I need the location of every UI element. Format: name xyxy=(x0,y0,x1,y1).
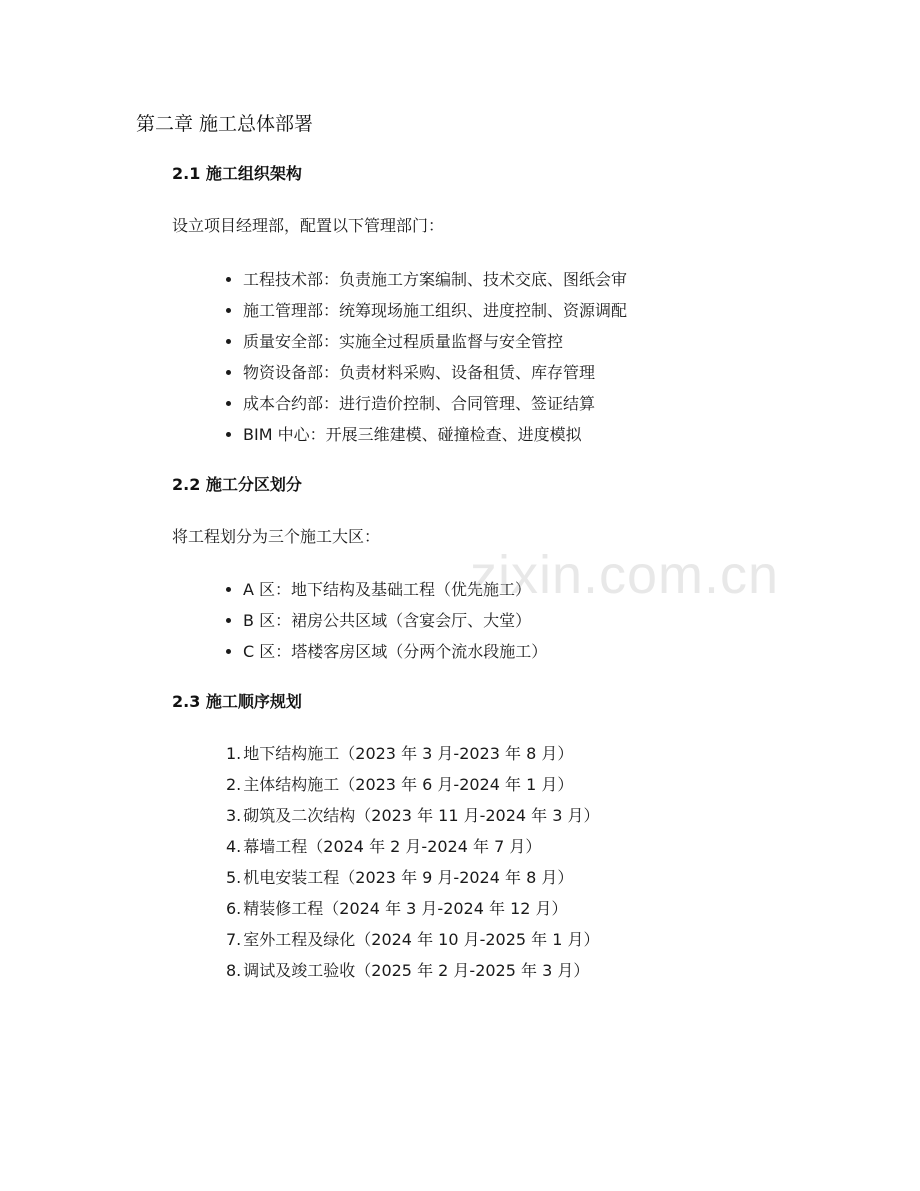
section-intro-2-2: 将工程划分为三个施工大区： xyxy=(172,527,381,546)
step-text: 精装修工程（2024 年 3 月-2024 年 12 月） xyxy=(243,899,568,918)
list-item xyxy=(226,574,547,605)
list-item xyxy=(226,893,600,924)
list-item xyxy=(226,924,600,955)
list-item xyxy=(226,388,627,419)
step-number: 6. xyxy=(226,899,242,918)
step-number: 4. xyxy=(226,837,242,856)
step-text: 幕墙工程（2024 年 2 月-2024 年 7 月） xyxy=(243,837,542,856)
step-number: 8. xyxy=(226,961,242,980)
step-number: 5. xyxy=(226,868,242,887)
section-title-2-3: 2.3 施工顺序规划 xyxy=(172,692,302,711)
list-item-text: A 区：地下结构及基础工程（优先施工） xyxy=(243,580,532,599)
bullet-icon xyxy=(226,649,231,654)
section-title-2-2: 2.2 施工分区划分 xyxy=(172,475,302,494)
zone-list xyxy=(226,574,547,667)
chapter-title: 第二章 施工总体部署 xyxy=(136,113,314,135)
list-item xyxy=(226,419,627,450)
list-item xyxy=(226,800,600,831)
list-item-text: 工程技术部：负责施工方案编制、技术交底、图纸会审 xyxy=(243,270,628,289)
list-item-text: BIM 中心：开展三维建模、碰撞检查、进度模拟 xyxy=(243,425,582,444)
list-item xyxy=(226,831,600,862)
list-item-text: C 区：塔楼客房区域（分两个流水段施工） xyxy=(243,642,548,661)
list-item-text: 成本合约部：进行造价控制、合同管理、签证结算 xyxy=(243,394,596,413)
list-item xyxy=(226,636,547,667)
step-text: 调试及竣工验收（2025 年 2 月-2025 年 3 月） xyxy=(243,961,590,980)
department-list xyxy=(226,264,627,450)
step-text: 砌筑及二次结构（2023 年 11 月-2024 年 3 月） xyxy=(243,806,600,825)
step-text: 地下结构施工（2023 年 3 月-2023 年 8 月） xyxy=(243,744,574,763)
step-text: 室外工程及绿化（2024 年 10 月-2025 年 1 月） xyxy=(243,930,600,949)
list-item xyxy=(226,955,600,986)
watermark: zixin.com.cn xyxy=(470,545,780,605)
list-item xyxy=(226,264,627,295)
step-number: 2. xyxy=(226,775,242,794)
list-item-text: 施工管理部：统筹现场施工组织、进度控制、资源调配 xyxy=(243,301,628,320)
list-item-text: 物资设备部：负责材料采购、设备租赁、库存管理 xyxy=(243,363,596,382)
bullet-icon xyxy=(226,432,231,437)
sequence-list xyxy=(226,738,600,986)
list-item-text: B 区：裙房公共区域（含宴会厅、大堂） xyxy=(243,611,532,630)
bullet-icon xyxy=(226,308,231,313)
list-item xyxy=(226,862,600,893)
list-item-text: 质量安全部：实施全过程质量监督与安全管控 xyxy=(243,332,564,351)
bullet-icon xyxy=(226,370,231,375)
list-item xyxy=(226,295,627,326)
step-number: 1. xyxy=(226,744,242,763)
bullet-icon xyxy=(226,587,231,592)
list-item xyxy=(226,605,547,636)
step-text: 主体结构施工（2023 年 6 月-2024 年 1 月） xyxy=(243,775,574,794)
section-title-2-1: 2.1 施工组织架构 xyxy=(172,164,302,183)
list-item xyxy=(226,769,600,800)
step-number: 7. xyxy=(226,930,242,949)
section-intro-2-1: 设立项目经理部，配置以下管理部门： xyxy=(172,216,445,235)
list-item xyxy=(226,326,627,357)
step-text: 机电安装工程（2023 年 9 月-2024 年 8 月） xyxy=(243,868,574,887)
bullet-icon xyxy=(226,339,231,344)
bullet-icon xyxy=(226,277,231,282)
list-item xyxy=(226,357,627,388)
list-item xyxy=(226,738,600,769)
step-number: 3. xyxy=(226,806,242,825)
bullet-icon xyxy=(226,618,231,623)
bullet-icon xyxy=(226,401,231,406)
